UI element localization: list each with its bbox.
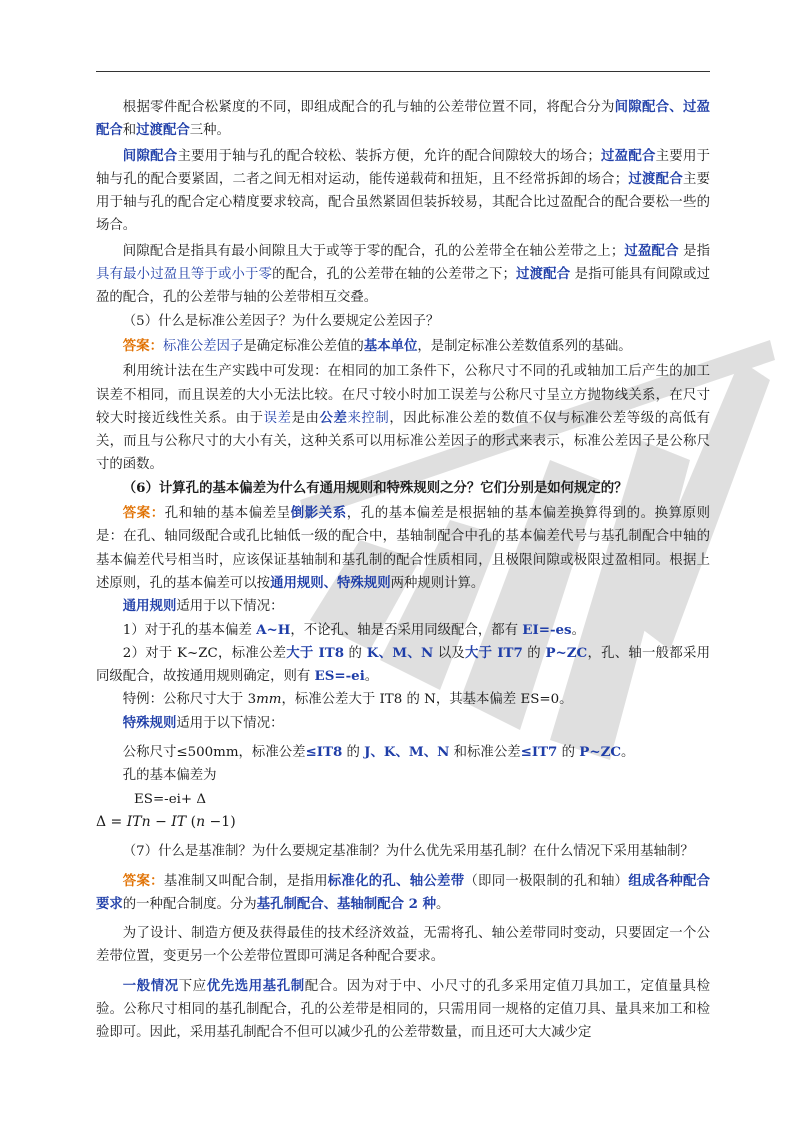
answer-label: 答案：: [122, 505, 165, 522]
text: ，不论孔、轴是否采用同级配合，都有: [290, 622, 523, 638]
highlight: 具有最小过盈且等于或小于零: [96, 267, 273, 283]
text: 2）对于 K~ZC，标准公差: [122, 645, 287, 661]
text: −: [150, 813, 172, 830]
term-clearance-fit: 间隙配合: [122, 147, 178, 164]
text: 。: [436, 896, 450, 912]
question-7: （7）什么是基准制？为什么要规定基准制？为什么优先采用基孔制？在什么情况下采用基轴制？: [122, 844, 694, 860]
text: 孔和轴的基本偏差呈: [164, 506, 291, 522]
text: 下应: [178, 978, 207, 994]
text: 适用于以下情况：: [176, 599, 284, 615]
special-case: [96, 688, 710, 711]
term-clearance-fit: 间隙配合: [614, 99, 670, 115]
general-rule-heading: [96, 595, 710, 618]
special-rule-heading: [96, 712, 710, 735]
highlight: P~ZC: [579, 744, 622, 761]
document-body: [96, 96, 710, 1045]
text: 。: [364, 669, 379, 685]
general-rule-item-1: [96, 619, 710, 642]
text: 。: [571, 622, 585, 638]
text: （即同一极限制的孔和轴）: [464, 873, 629, 889]
highlight: 优先选用基孔制: [206, 977, 305, 994]
highlight: K、M、N: [366, 644, 434, 661]
paragraph-fit-types: [96, 96, 710, 143]
unit: mm: [256, 692, 282, 708]
text: 的配合，孔的公差带在轴的公差带之下；: [272, 267, 516, 283]
term-special-rule: 特殊规则: [337, 574, 391, 591]
highlight: 一般情况: [122, 977, 179, 994]
text: 利用统计法在生产实践中可发现：在相同的加工条件下，公称尺寸不同的孔或轴加工后产生的加工误差不相同，而且误差的大小无法比较。在尺寸较小时加工误差与公称尺寸呈立方抛物线关系，在尺寸较大时接近线性关系。由于: [96, 364, 710, 426]
term-interference-fit: 过盈配合: [96, 99, 711, 139]
text: 和: [122, 123, 137, 139]
text: 适用于以下情况：: [176, 715, 284, 731]
text: 1）对于孔的基本偏差: [122, 622, 257, 638]
answer-label: 答案：: [122, 337, 163, 354]
text: −1): [205, 813, 236, 830]
special-rule-lead: 孔的基本偏差为: [122, 768, 217, 784]
term-transition-fit: 过渡配合: [515, 266, 571, 283]
highlight: 来控制: [347, 410, 390, 426]
text: ，因此标准公差的数值不仅与标准公差等级的高低有关，而且与公称尺寸的大小有关，这种关系可以用标准公差因子的形式来表示，标准公差因子是公称尺寸的函数。: [96, 410, 711, 473]
term-transition-fit: 过渡配合: [136, 122, 190, 139]
text: 特例：公称尺寸大于 3: [122, 692, 257, 708]
question-6: （6）计算孔的基本偏差为什么有通用规则和特殊规则之分？它们分别是如何规定的？: [122, 479, 628, 496]
highlight: 大于 IT8: [286, 644, 345, 661]
paragraph-hole-basis: [96, 975, 710, 1045]
text: 基准制又叫配合制，是指用: [163, 873, 328, 889]
text: Δ =: [96, 813, 127, 830]
formula: ES=-ei: [314, 668, 365, 685]
text: 主要用于轴与孔的配合要紧固，二者之间无相对运动，能传递载荷和扭矩，且不经常拆卸的场合；: [96, 148, 711, 187]
paragraph-fit-usage: [96, 145, 710, 238]
text: 主要用于轴与孔的配合定心精度要求较高，配合虽然紧固但装拆较易，其配合比过盈配合的配合要松一些的场合。: [96, 171, 711, 234]
highlight: J、K、M、N: [364, 744, 450, 761]
header-rule: [96, 71, 710, 72]
text: (: [186, 813, 197, 830]
text: ，是制定标准公差数值系列的基础。: [417, 338, 632, 354]
symbol: n: [196, 813, 206, 830]
highlight: P~ZC: [545, 644, 588, 661]
text: 是由: [291, 410, 320, 426]
text: 的: [344, 645, 367, 661]
text: 和标准公差: [449, 745, 521, 761]
text: 间隙配合是指具有最小间隙且大于或等于零的配合，孔的公差带全在轴公差带之上；: [122, 243, 625, 259]
highlight: 基孔制配合、基轴制配合 2 种: [256, 895, 437, 912]
highlight: ≤IT7: [520, 744, 558, 761]
term-interference-fit: 过盈配合: [624, 242, 679, 259]
general-rule-item-2: [96, 642, 710, 689]
text: 是指可能具有间隙或过盈的配合，孔的公差带与轴的公差带相互交叠。: [96, 267, 711, 306]
term-transition-fit: 过渡配合: [628, 170, 683, 187]
text: 的: [522, 645, 546, 661]
question-5: （5）什么是标准公差因子？为什么要规定公差因子？: [122, 313, 440, 329]
highlight: 误差: [263, 410, 292, 426]
text: 、: [323, 574, 338, 591]
answer-5: [96, 335, 710, 358]
equation-es: ES=-ei+ Δ: [134, 791, 207, 807]
answer-6: [96, 502, 710, 595]
answer-label: 答案：: [122, 872, 164, 889]
text: 配合。因为对于中、小尺寸的孔多采用定值刀具加工，定值量具检验。公称尺寸相同的基孔制配合，孔的公差带是相同的，只需用同一规格的定值刀具、量具来加工和检验即可。因此，采用基孔制配合不但可以减少孔的公差带数量，而且还可大大减少定: [96, 978, 711, 1041]
term-basic-unit: 基本单位: [363, 337, 418, 354]
text: 根据零件配合松紧度的不同，即组成配合的孔与轴的公差带位置不同，将配合分为: [122, 100, 615, 115]
text: 、: [669, 99, 683, 115]
text: ，孔的基本偏差是根据轴的基本偏差换算得到的。换算原则是：在孔、轴同级配合或孔比轴低一级的配合中，基轴制配合中孔的基本偏差代号与基孔制配合中轴的基本偏差代号相当时，应该保证基轴制和基孔制的配合性质相同，且极限间隙或极限过盈相同。根据上述原则，孔的基本偏差可以按: [96, 506, 711, 591]
highlight: 大于 IT7: [465, 644, 523, 661]
text: 的一种配合制度。分为: [122, 896, 257, 912]
text: 三种。: [189, 123, 230, 139]
special-rule-item: [96, 741, 710, 764]
term-mirror-relation: 倒影关系: [290, 505, 347, 522]
highlight: 组成各种配合要求: [96, 872, 711, 912]
term-interference-fit: 过盈配合: [600, 147, 656, 164]
formula: EI=-es: [522, 621, 572, 638]
highlight: 标准公差因子: [162, 338, 244, 354]
text: 是确定标准公差值的: [243, 338, 364, 354]
text: 以及: [433, 645, 466, 661]
highlight: ≤IT8: [305, 744, 343, 761]
symbol: ITn: [126, 813, 151, 830]
text: 。: [621, 745, 635, 761]
highlight: 标准化的孔、轴公差带: [327, 872, 465, 889]
paragraph-fit-definitions: [96, 240, 710, 310]
text: ，标准公差大于 IT8 的 N，其基本偏差 ES=0。: [281, 692, 573, 708]
answer-7: [96, 870, 710, 917]
text: 的: [342, 745, 365, 761]
text: 的: [557, 745, 580, 761]
equation-delta: [96, 811, 710, 834]
term-general-rule: 通用规则: [270, 574, 324, 591]
text: 公称尺寸≤500mm，标准公差: [122, 745, 306, 761]
text: ，孔、轴一般都采用同级配合，故按通用规则确定，则有: [96, 645, 711, 685]
highlight: A~H: [256, 621, 291, 638]
paragraph-tolerance-factor: [96, 360, 710, 476]
text: 主要用于轴与孔的配合较松、装拆方便，允许的配合间隙较大的场合；: [177, 148, 601, 164]
paragraph-basis-reason: 为了设计、制造方便及获得最佳的技术经济效益，无需将孔、轴公差带同时变动，只要固定一个公差带位置，变更另一个公差带位置即可满足各种配合要求。: [96, 926, 710, 965]
text: 是指: [678, 243, 711, 259]
term-special-rule: 特殊规则: [122, 714, 177, 731]
text: 两种规则计算。: [390, 575, 485, 591]
term-general-rule: 通用规则: [122, 598, 177, 615]
term-tolerance: 公差: [319, 409, 348, 426]
symbol: IT: [171, 813, 187, 830]
